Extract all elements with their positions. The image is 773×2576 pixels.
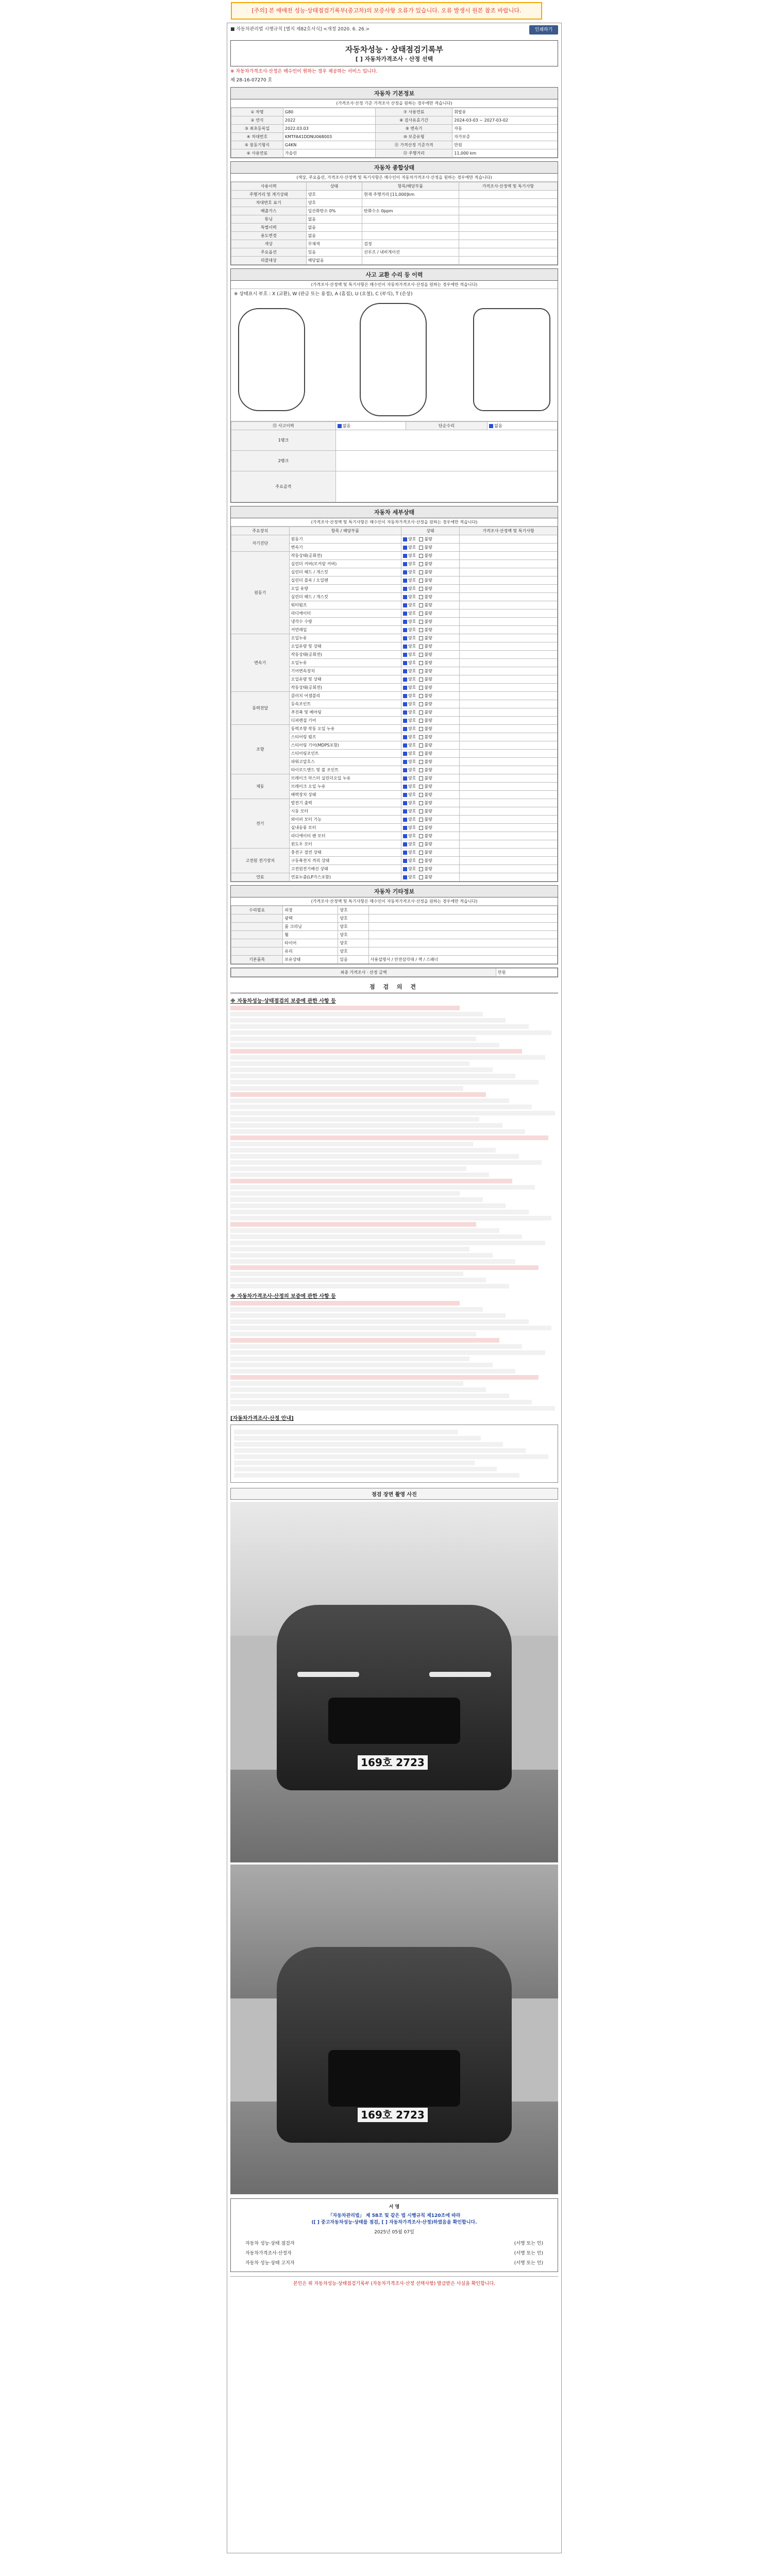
table-row: 휠 양호	[231, 931, 558, 939]
table-row: ① 차명 G80 ⑦ 사용연료 휘발유	[231, 108, 558, 116]
photo-header: 점검 장면 촬영 사진	[230, 1488, 558, 1500]
checkbox-icon	[403, 842, 407, 846]
paragraph-line	[230, 1284, 509, 1289]
paragraph-line	[230, 1037, 476, 1041]
table-row: 동력전달 클러치 어셈블리 양호 불량	[231, 692, 558, 700]
paragraph-line	[230, 1344, 522, 1349]
checkbox-icon	[419, 677, 423, 682]
table-row: 실린더 블록 / 오일팬 양호 불량	[231, 577, 558, 585]
paragraph-line	[230, 1185, 535, 1190]
paragraph-line	[230, 1301, 460, 1306]
checkbox-icon	[419, 719, 423, 723]
paragraph-line	[230, 1030, 551, 1035]
checkbox-icon	[403, 537, 407, 541]
etc-table	[231, 906, 558, 964]
accident-section	[230, 268, 558, 503]
title-box	[230, 40, 558, 66]
table-row: 튜닝 없음	[231, 215, 558, 224]
paragraph-line	[230, 1375, 539, 1380]
paragraph-line	[230, 1307, 483, 1312]
print-button[interactable]: 인쇄하기	[529, 25, 558, 35]
checkbox-icon	[419, 809, 423, 814]
signer-row: 자동차 성능·상태 점검자 (서명 또는 인)	[245, 2241, 543, 2246]
document-title: 자동차성능 · 상태점검기록부	[345, 45, 444, 54]
detail-status-section	[230, 506, 558, 882]
checkbox-icon	[403, 859, 407, 863]
detail-status-header: 자동차 세부상태	[231, 506, 558, 518]
checkbox-icon	[419, 579, 423, 583]
checkbox-icon	[419, 801, 423, 805]
table-row: 주요골격	[231, 471, 558, 502]
checkbox-icon	[419, 826, 423, 830]
table-row: 디퍼렌셜 기어 양호 불량	[231, 717, 558, 725]
checkbox-icon	[419, 570, 423, 574]
paragraph-line	[230, 1272, 463, 1276]
etc-section	[230, 885, 558, 964]
checkbox-icon	[403, 743, 407, 748]
checkbox-icon	[403, 834, 407, 838]
table-row: 고전원전기배선 상태 양호 불량	[231, 865, 558, 873]
checkbox-icon	[403, 653, 407, 657]
table-row: 작동상태(공회전) 양호 불량	[231, 684, 558, 692]
checkbox-icon	[403, 554, 407, 558]
table-row: 스티어링 펌프 양호 불량	[231, 733, 558, 741]
paragraph-line	[230, 1043, 499, 1047]
paragraph-line	[230, 1129, 525, 1134]
paragraph-line	[230, 1363, 493, 1367]
table-row: 워터펌프 양호 불량	[231, 601, 558, 609]
accident-table	[231, 421, 558, 502]
paragraph-line	[230, 1222, 476, 1227]
paragraph-line	[230, 1357, 469, 1361]
checkbox-icon	[419, 603, 423, 607]
table-row: 커먼레일 양호 불량	[231, 626, 558, 634]
table-row: 라디에이터 양호 불량	[231, 609, 558, 618]
notice-text: ※ 자동차가격조사·산정은 매수인이 원하는 경우 제공하는 서비스 입니다.	[230, 69, 378, 74]
table-row: 룸 크리닝 양호	[231, 923, 558, 931]
paragraph-line	[230, 1278, 486, 1282]
paragraph-line	[230, 1067, 493, 1072]
paragraph-line	[230, 1350, 545, 1355]
warning-banner: [주의] 본 매매전 성능·상태점검기록부(중고차)의 보증사항 오류가 있습니다. 오류 발생시 원본 참조 바랍니다.	[231, 2, 542, 20]
paragraph-line	[230, 1136, 548, 1140]
paragraph-line	[234, 1467, 497, 1471]
table-row: 오일유량 및 상태 양호 불량	[231, 642, 558, 651]
checkbox-icon	[419, 661, 423, 665]
overall-status-section	[230, 161, 558, 265]
paragraph-line	[230, 1105, 532, 1109]
price-warranty-title: ※ 자동차가격조사·산정의 보증에 관한 사항 등	[230, 1294, 336, 1299]
checkbox-icon	[403, 694, 407, 698]
table-row: ④ 차대번호 KMTFA41DDNU068003 ⑩ 보증유형 자가보증	[231, 133, 558, 141]
table-row: 스티어링조인트 양호 불량	[231, 750, 558, 758]
paragraph-line	[230, 1154, 519, 1159]
checkbox-icon	[419, 818, 423, 822]
checkbox-icon	[403, 570, 407, 574]
paragraph-line	[230, 1012, 483, 1016]
license-plate: 169호 2723	[357, 2107, 429, 2123]
checkbox-icon	[403, 677, 407, 682]
license-plate: 169호 2723	[357, 1754, 429, 1771]
paragraph-line	[230, 1259, 515, 1264]
checkbox-icon	[419, 669, 423, 673]
table-row: 라디에이터 팬 모터 양호 불량	[231, 832, 558, 840]
checkbox-icon	[489, 424, 493, 428]
price-section	[230, 968, 558, 977]
basic-info-header: 자동차 기본정보	[231, 88, 558, 99]
opinion-section	[230, 980, 558, 1483]
checkbox-icon	[419, 587, 423, 591]
table-row: 실내송풍 모터 양호 불량	[231, 824, 558, 832]
checkbox-icon	[403, 719, 407, 723]
detail-status-table: 주요장치 항목 / 해당부품 상태 가격조사·산정액 및 특기사항 자기진단 원동기 양호 불량 변속기 양호 불량 원동기 작동상태(공회전) 양호 불량 실린더 커버(로커암 커버) 양호 불량 실린더 헤드 / 개스킷 양호 불량 실린더 블록 / 오일팬 양호 불량 오일 유량 양호 불량 실린더 헤드 / 개스킷 양호 불량 워터펌프 양호 불량 라디에이터 양호 불량 냉각수 수량 양호 불량 커먼레일 양호 불량 변속기 오일누유 양호 불량 오일유량 및 상태 양호 불량 작동상태(공회전) 양호 불량 오일누유 양호 불량 기어변속장치 양호 불량 오일유량 및 상태 양호 불량 작동상태(공회전) 양호 불량 동력전달 클러치 어셈블리 양호 불량 등속조인트 양호 불량 추진축 및 베어링 양호 불량 디퍼렌셜 기어 양호 불량 조향 동력조향 작동 오일 누유 양호 불량 스티어링 펌프 양호 불량 스티어링 기어(MDPS포함) 양호 불량 스티어링조인트 양호 불량 파워고압호스 양호 불량 타이로드엔드 및 볼 조인트 양호 불량 제동 브레이크 마스터 실린더오일 누유 양호 불량 브레이크 오일 누유 양호 불량 배력장치 상태 양호 불량 전기 발전기 출력 양호 불량 시동 모터 양호 불량 와이퍼 모터 기능 양호 불량 실내송풍 모터 양호 불량 라디에이터 팬 모터 양호 불량 윈도우 모터 양호 불량 고전원 전기장치 충전구 절연 상태 양호 불량 구동축전지 격리 상태 양호 불량 고전원전기배선 상태 양호 불량 연료 연료누출(LP가스포함) 양호 불량	[231, 527, 558, 882]
paragraph-line	[234, 1442, 503, 1447]
paragraph-line	[230, 1173, 489, 1177]
signer-row: 자동차 성능·상태 고지자 (서명 또는 인)	[245, 2261, 543, 2266]
inspection-photo-front	[230, 1502, 558, 1862]
checkbox-icon	[419, 546, 423, 550]
table-row: 배출가스 일산화탄소 0% 탄화수소 0ppm	[231, 207, 558, 215]
paragraph-line	[230, 1092, 486, 1097]
accident-header: 사고 교환 수리 등 이력	[231, 269, 558, 281]
paragraph-line	[230, 1006, 460, 1010]
paragraph-line	[234, 1473, 519, 1478]
paragraph-line	[230, 1148, 496, 1153]
paragraph-line	[230, 1123, 502, 1128]
checkbox-icon	[403, 636, 407, 640]
basic-info-table	[231, 108, 558, 158]
checkbox-icon	[419, 867, 423, 871]
checkbox-icon	[403, 628, 407, 632]
table-row: 오일유량 및 상태 양호 불량	[231, 675, 558, 684]
checkbox-icon	[419, 653, 423, 657]
table-row: 용도변경 없음	[231, 232, 558, 240]
checkbox-icon	[419, 768, 423, 772]
checkbox-icon	[419, 628, 423, 632]
table-row: 기본품목 보유상태 있음 사용설명서 / 안전삼각대 / 잭 / 스패너	[231, 956, 558, 964]
table-row: 유리 양호	[231, 947, 558, 956]
detail-status-sub: (가격조사·산정액 및 특기사항은 매수인이 자동차가격조사·산정을 원하는 경우에만 적습니다)	[231, 518, 558, 527]
basic-info-sub: (가격조사·산정 기준 가격조사 산정을 원하는 경우에만 적습니다)	[231, 99, 558, 108]
table-row: 추진축 및 베어링 양호 불량	[231, 708, 558, 717]
checkbox-icon	[403, 645, 407, 649]
paragraph-line	[230, 1210, 529, 1214]
basic-info-section	[230, 87, 558, 158]
table-row: 오일누유 양호 불량	[231, 659, 558, 667]
table-row: 기어변속장치 양호 불량	[231, 667, 558, 675]
checkbox-icon	[338, 424, 342, 428]
table-row: 고전원 전기장치 충전구 절연 상태 양호 불량	[231, 849, 558, 857]
checkbox-icon	[403, 752, 407, 756]
signature-line1: 「자동차관리법」 제 58조 및 같은 법 시행규칙 제120조에 따라	[328, 2213, 461, 2218]
checkbox-icon	[419, 702, 423, 706]
checkbox-icon	[403, 710, 407, 715]
checkbox-icon	[403, 620, 407, 624]
paragraph-line	[230, 1160, 542, 1165]
checkbox-icon	[403, 702, 407, 706]
warranty-title: ※ 자동차성능·상태점검의 보증에 관한 사항 등	[230, 998, 336, 1004]
checkbox-icon	[403, 785, 407, 789]
car-left-side-icon	[238, 308, 305, 411]
table-row: 파워고압호스 양호 불량	[231, 758, 558, 766]
paragraph-line	[230, 1387, 486, 1392]
checkbox-icon	[403, 760, 407, 764]
document-subtitle: [ ] 자동차가격조사 · 산정 선택	[355, 56, 433, 62]
paragraph-line	[230, 1369, 515, 1374]
table-row: 1랭크	[231, 430, 558, 451]
checkbox-icon	[419, 562, 423, 566]
checkbox-icon	[419, 760, 423, 764]
paragraph-line	[230, 1086, 463, 1091]
paragraph-line	[230, 1142, 473, 1146]
table-row: 최종 가격조사 · 산정 금액 만원	[231, 969, 558, 977]
checkbox-icon	[403, 669, 407, 673]
checkbox-icon	[419, 735, 423, 739]
checkbox-icon	[403, 562, 407, 566]
table-row: 와이퍼 모터 기능 양호 불량	[231, 816, 558, 824]
paragraph-line	[230, 1253, 493, 1258]
paragraph-line	[230, 1179, 512, 1183]
table-row: 수리필요 외장 양호	[231, 906, 558, 914]
checkbox-icon	[403, 768, 407, 772]
paragraph-line	[234, 1454, 548, 1459]
paragraph-line	[234, 1436, 481, 1440]
table-row: 제동 브레이크 마스터 실린더오일 누유 양호 불량	[231, 774, 558, 783]
checkbox-icon	[419, 875, 423, 879]
table-row: 원동기 작동상태(공회전) 양호 불량	[231, 552, 558, 560]
paragraph-line	[234, 1448, 526, 1453]
checkbox-icon	[403, 809, 407, 814]
checkbox-icon	[403, 875, 407, 879]
table-row: ⑬ 사고이력 없음 단순수리 없음	[231, 422, 558, 430]
paragraph-line	[230, 1247, 469, 1251]
paragraph-line	[230, 1204, 506, 1208]
checkbox-icon	[403, 776, 407, 781]
checkbox-icon	[419, 793, 423, 797]
table-row: 타이로드엔드 및 볼 조인트 양호 불량	[231, 766, 558, 774]
paragraph-line	[230, 1234, 522, 1239]
paragraph-line	[230, 1197, 483, 1202]
paragraph-line	[230, 1098, 509, 1103]
overall-status-sub: (색상, 주요옵션, 가격조사·산정액 및 특기사항은 매수인이 자동차가격조사·산정을 원하는 경우에만 적습니다)	[231, 174, 558, 182]
table-row: 광택 양호	[231, 914, 558, 923]
checkbox-icon	[419, 645, 423, 649]
checkbox-icon	[403, 735, 407, 739]
paragraph-line	[230, 1241, 545, 1245]
overall-status-table: 사용이력 상태 항목/해당부품 가격조사·산정액 및 특기사항 주행거리 및 계기상태 양호 현재 주행거리 [11,000]km 차대번호 표기 양호 배출가스 일산화탄소 0% 탄화수소 0ppm 튜닝 없음 특별이력 없음 용도변경 없음 색상 무채색 검정 주요옵션 있음 선루프 / 내비게이션 리콜대상 해당없음	[231, 182, 558, 265]
table-row: 특별이력 없음	[231, 224, 558, 232]
paragraph-line	[230, 1074, 515, 1078]
table-row: 주요옵션 있음 선루프 / 내비게이션	[231, 248, 558, 257]
checkbox-icon	[419, 776, 423, 781]
checkbox-icon	[419, 743, 423, 748]
table-row: 실린더 커버(로커암 커버) 양호 불량	[231, 560, 558, 568]
paragraph-line	[230, 1166, 466, 1171]
paragraph-line	[230, 1055, 545, 1060]
checkbox-icon	[403, 686, 407, 690]
inspection-document	[227, 23, 562, 2553]
paragraph-line	[230, 1024, 529, 1029]
etc-header: 자동차 기타정보	[231, 886, 558, 897]
table-row: 변속기 양호 불량	[231, 544, 558, 552]
paragraph-line	[230, 1381, 463, 1386]
checkbox-icon	[403, 801, 407, 805]
checkbox-icon	[419, 595, 423, 599]
table-row: 연료 연료누출(LP가스포함) 양호 불량	[231, 873, 558, 882]
car-top-icon	[360, 303, 427, 416]
checkbox-icon	[419, 842, 423, 846]
paragraph-line	[230, 1049, 522, 1054]
table-row: 브레이크 오일 누유 양호 불량	[231, 783, 558, 791]
checkbox-icon	[419, 851, 423, 855]
car-diagram	[231, 298, 558, 421]
accident-sub: (가격조사·산정액 및 특기사항은 매수인이 자동차가격조사·산정을 원하는 경우에만 적습니다)	[231, 281, 558, 289]
checkbox-icon	[419, 752, 423, 756]
table-row: ⑤ 원동기형식 G4KN ⑪ 가격산정 기준가격 만원	[231, 141, 558, 149]
paragraph-line	[230, 1080, 539, 1084]
checkbox-icon	[419, 636, 423, 640]
table-row: 차대번호 표기 양호	[231, 199, 558, 207]
table-row: 실린더 헤드 / 개스킷 양호 불량	[231, 593, 558, 601]
paragraph-line	[230, 1394, 509, 1398]
checkbox-icon	[403, 826, 407, 830]
document-number: 제 28-16-07270 호	[230, 78, 273, 83]
table-row: 배력장치 상태 양호 불량	[231, 791, 558, 799]
paragraph-line	[230, 1216, 551, 1221]
checkbox-icon	[419, 554, 423, 558]
opinion-header: 점 검 의 견	[230, 980, 558, 993]
paragraph-line	[230, 1332, 476, 1336]
checkbox-icon	[403, 867, 407, 871]
paragraph-line	[230, 1191, 460, 1196]
table-row: 구동축전지 격리 상태 양호 불량	[231, 857, 558, 865]
signature-header: 서 명	[389, 2205, 400, 2210]
table-row: 리콜대상 해당없음	[231, 257, 558, 265]
table-row: 변속기 오일누유 양호 불량	[231, 634, 558, 642]
price-guide-box	[230, 1425, 558, 1483]
signature-section	[230, 2198, 558, 2272]
footer-note: 본인은 위 자동차성능·상태점검기록부 (자동차가격조사·산정 선택사항) 발급받은 사실을 확인합니다.	[230, 2276, 558, 2286]
inspection-photo-rear	[230, 1865, 558, 2194]
table-row: 등속조인트 양호 불량	[231, 700, 558, 708]
checkbox-icon	[403, 661, 407, 665]
table-row: 윈도우 모터 양호 불량	[231, 840, 558, 849]
paragraph-line	[230, 1228, 499, 1233]
paragraph-line	[234, 1430, 458, 1434]
checkbox-icon	[403, 727, 407, 731]
signature-line2: ([ ] 중고자동차성능·상태를 점검, [ ] 자동차가격조사·산정)하였음을 확인합니다.	[311, 2220, 477, 2225]
paragraph-line	[230, 1111, 555, 1115]
table-row: 타이어 양호	[231, 939, 558, 947]
checkbox-icon	[403, 546, 407, 550]
checkbox-icon	[419, 859, 423, 863]
table-row: 색상 무채색 검정	[231, 240, 558, 248]
signature-date: 2025년 05월 07일	[374, 2230, 414, 2235]
checkbox-icon	[403, 595, 407, 599]
checkbox-icon	[419, 537, 423, 541]
checkbox-icon	[403, 793, 407, 797]
checkbox-icon	[419, 694, 423, 698]
checkbox-icon	[403, 851, 407, 855]
checkbox-icon	[403, 818, 407, 822]
table-row: 냉각수 수량 양호 불량	[231, 618, 558, 626]
etc-sub: (가격조사·산정액 및 특기사항은 매수인이 자동차가격조사·산정을 원하는 경우에만 적습니다)	[231, 897, 558, 906]
checkbox-icon	[403, 587, 407, 591]
paragraph-line	[230, 1326, 551, 1330]
table-row: ⑥ 사용연료 가솔린 ⑫ 주행거리 11,000 km	[231, 149, 558, 158]
table-row: ③ 최초등록일 2022.03.03 ⑨ 변속기 자동	[231, 125, 558, 133]
paragraph-line	[230, 1313, 506, 1318]
paragraph-line	[230, 1061, 469, 1066]
checkbox-icon	[403, 579, 407, 583]
checkbox-icon	[419, 612, 423, 616]
checkbox-icon	[419, 834, 423, 838]
checkbox-icon	[419, 727, 423, 731]
table-row: 조향 동력조향 작동 오일 누유 양호 불량	[231, 725, 558, 733]
table-row: 주행거리 및 계기상태 양호 현재 주행거리 [11,000]km	[231, 191, 558, 199]
paragraph-line	[230, 1319, 529, 1324]
checkbox-icon	[419, 710, 423, 715]
legend-text: ※ 상태표시 부호 : X (교환), W (판금 또는 용접), A (흠집), U (요철), C (부식), T (손상)	[234, 292, 413, 297]
checkbox-icon	[403, 603, 407, 607]
table-row: 시동 모터 양호 불량	[231, 807, 558, 816]
paragraph-line	[230, 1338, 499, 1343]
checkbox-icon	[419, 686, 423, 690]
paragraph-line	[230, 1265, 539, 1270]
car-underbody-icon	[473, 308, 550, 411]
paragraph-line	[230, 1400, 532, 1404]
price-guide-title: [자동차가격조사·산정 안내]	[230, 1416, 294, 1421]
table-row: 자기진단 원동기 양호 불량	[231, 535, 558, 544]
overall-status-header: 자동차 종합상태	[231, 162, 558, 174]
table-row: 전기 발전기 출력 양호 불량	[231, 799, 558, 807]
law-reference: ■ 자동차관리법 시행규칙 [별지 제82호서식] <개정 2020. 6. 26.>	[230, 27, 370, 32]
paragraph-line	[234, 1461, 475, 1465]
checkbox-icon	[403, 612, 407, 616]
table-row: 오일 유량 양호 불량	[231, 585, 558, 593]
paragraph-line	[230, 1117, 479, 1122]
table-row: 작동상태(공회전) 양호 불량	[231, 651, 558, 659]
paragraph-line	[230, 1018, 506, 1023]
paragraph-line	[230, 1406, 555, 1411]
table-row: 스티어링 기어(MDPS포함) 양호 불량	[231, 741, 558, 750]
checkbox-icon	[419, 785, 423, 789]
table-row: 2랭크	[231, 451, 558, 471]
checkbox-icon	[419, 620, 423, 624]
table-row: 실린더 헤드 / 개스킷 양호 불량	[231, 568, 558, 577]
table-row: ② 연식 2022 ⑧ 검사유효기간 2024-03-03 ~ 2027-03-02	[231, 116, 558, 125]
signer-row: 자동차가격조사·산정자 (서명 또는 인)	[245, 2251, 543, 2256]
